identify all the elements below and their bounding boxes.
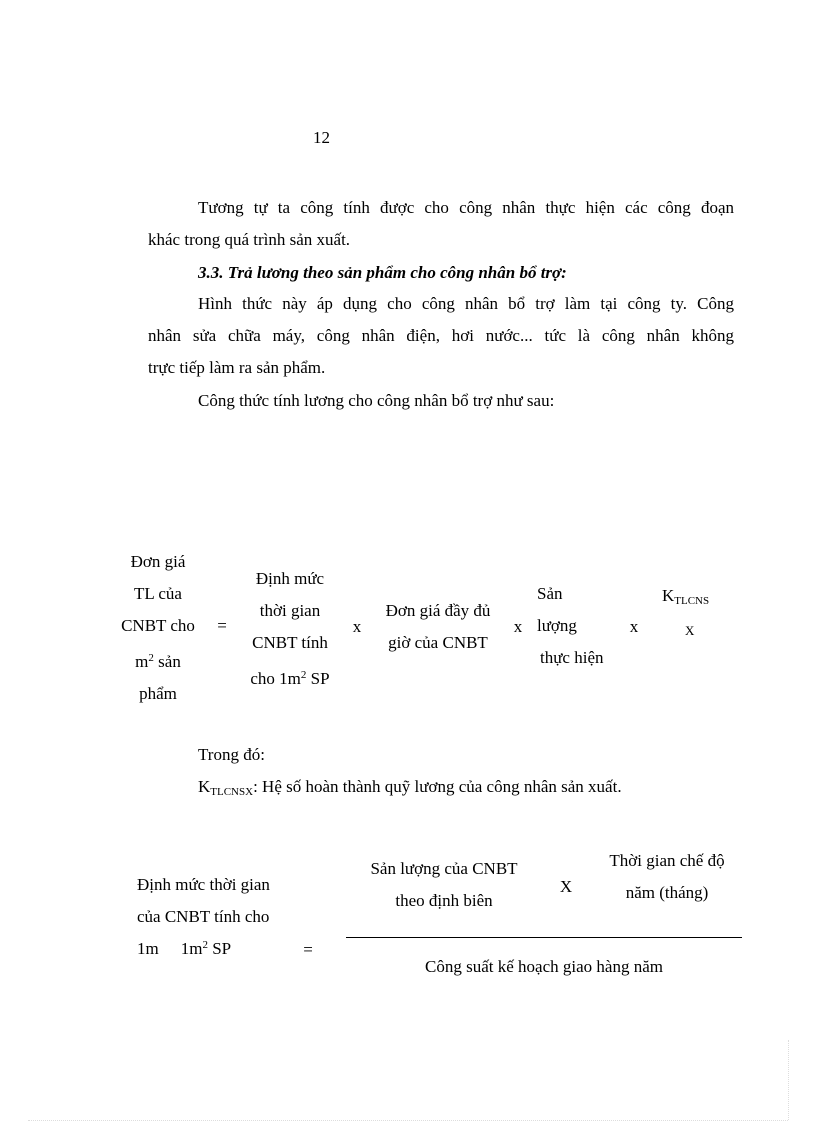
equals-sign: = <box>303 940 313 959</box>
multiply-sign: X <box>559 877 573 896</box>
multiply-sign: x <box>513 617 523 636</box>
fraction-bar <box>346 937 742 938</box>
where-label: Trong đó: <box>198 745 265 764</box>
formula1-lhs-line: Đơn giá <box>130 552 186 571</box>
page-number: 12 <box>313 128 330 147</box>
multiply-sign: x <box>629 617 639 636</box>
multiply-sign: x <box>352 617 362 636</box>
paragraph-line: Hình thức này áp dụng cho công nhân bổ trợ làm tại công ty. Công <box>198 294 734 313</box>
formula1-coefficient-tail: X <box>685 623 695 638</box>
section-heading: 3.3. Trả lương theo sản phẩm cho công nhân bổ trợ: <box>198 263 567 282</box>
formula1-lhs <box>108 546 208 710</box>
formula2-numerator-line: Sản lượng của CNBT <box>370 859 518 878</box>
formula2-lhs-line: của CNBT tính cho <box>137 907 270 926</box>
formula1-term-line: Sản <box>537 584 563 603</box>
formula1-term-line: CNBT tính <box>252 633 328 652</box>
formula2-denominator: Công suất kế hoạch giao hàng năm <box>425 957 663 976</box>
formula2-numerator-line: Thời gian chế độ <box>609 851 725 870</box>
formula1-lhs-line: $m^2$ sản <box>135 652 181 671</box>
formula2-numerator-time <box>592 845 742 909</box>
formula1-term-coefficient: $K_{TLCNS}$ <box>662 586 710 607</box>
formula1-term-line: Định mức <box>255 569 325 588</box>
equals-sign: = <box>217 616 227 635</box>
formula1-term-output <box>526 578 626 674</box>
formula2-lhs-line: Định mức thời gian <box>137 875 270 894</box>
paragraph-line: Tương tự ta công tính được cho công nhân thực hiện các công đoạn <box>198 198 734 217</box>
formula1-term-line: thực hiện <box>540 648 604 667</box>
formula2-numerator-output <box>350 853 538 917</box>
formula2-lhs-line: 1m $1m^2$ SP <box>137 939 232 958</box>
formula1-lhs-line: TL của <box>134 584 182 603</box>
formula1-term-hourly-rate <box>370 595 506 659</box>
paragraph-line: Công thức tính lương cho công nhân bổ trợ như sau: <box>198 391 555 410</box>
paragraph-line: khác trong quá trình sản xuất. <box>148 230 351 249</box>
formula1-term-line: thời gian <box>259 601 321 620</box>
page-border-bottom <box>28 1120 788 1121</box>
formula1-term-line: lượng <box>537 616 577 635</box>
formula1-lhs-line: CNBT cho <box>121 616 195 635</box>
formula1-term-line: giờ của CNBT <box>388 633 488 652</box>
formula1-term-time-norm <box>236 563 344 695</box>
coefficient-definition: $K_{TLCNSX}$: Hệ số hoàn thành quỹ lương của công nhân sản xuất. <box>198 777 622 798</box>
formula1-lhs-line: phẩm <box>139 684 177 703</box>
paragraph-line: trực tiếp làm ra sản phẩm. <box>148 358 326 377</box>
formula2-numerator-line: theo định biên <box>395 891 493 910</box>
page-border-right <box>788 1040 789 1120</box>
formula1-term-line: Đơn giá đầy đủ <box>385 601 491 620</box>
formula2-numerator-line: năm (tháng) <box>625 883 709 902</box>
formula1-term-line: cho $1m^2$ SP <box>250 669 330 688</box>
paragraph-line: nhân sửa chữa máy, công nhân điện, hơi nước... tức là công nhân không <box>148 326 734 345</box>
